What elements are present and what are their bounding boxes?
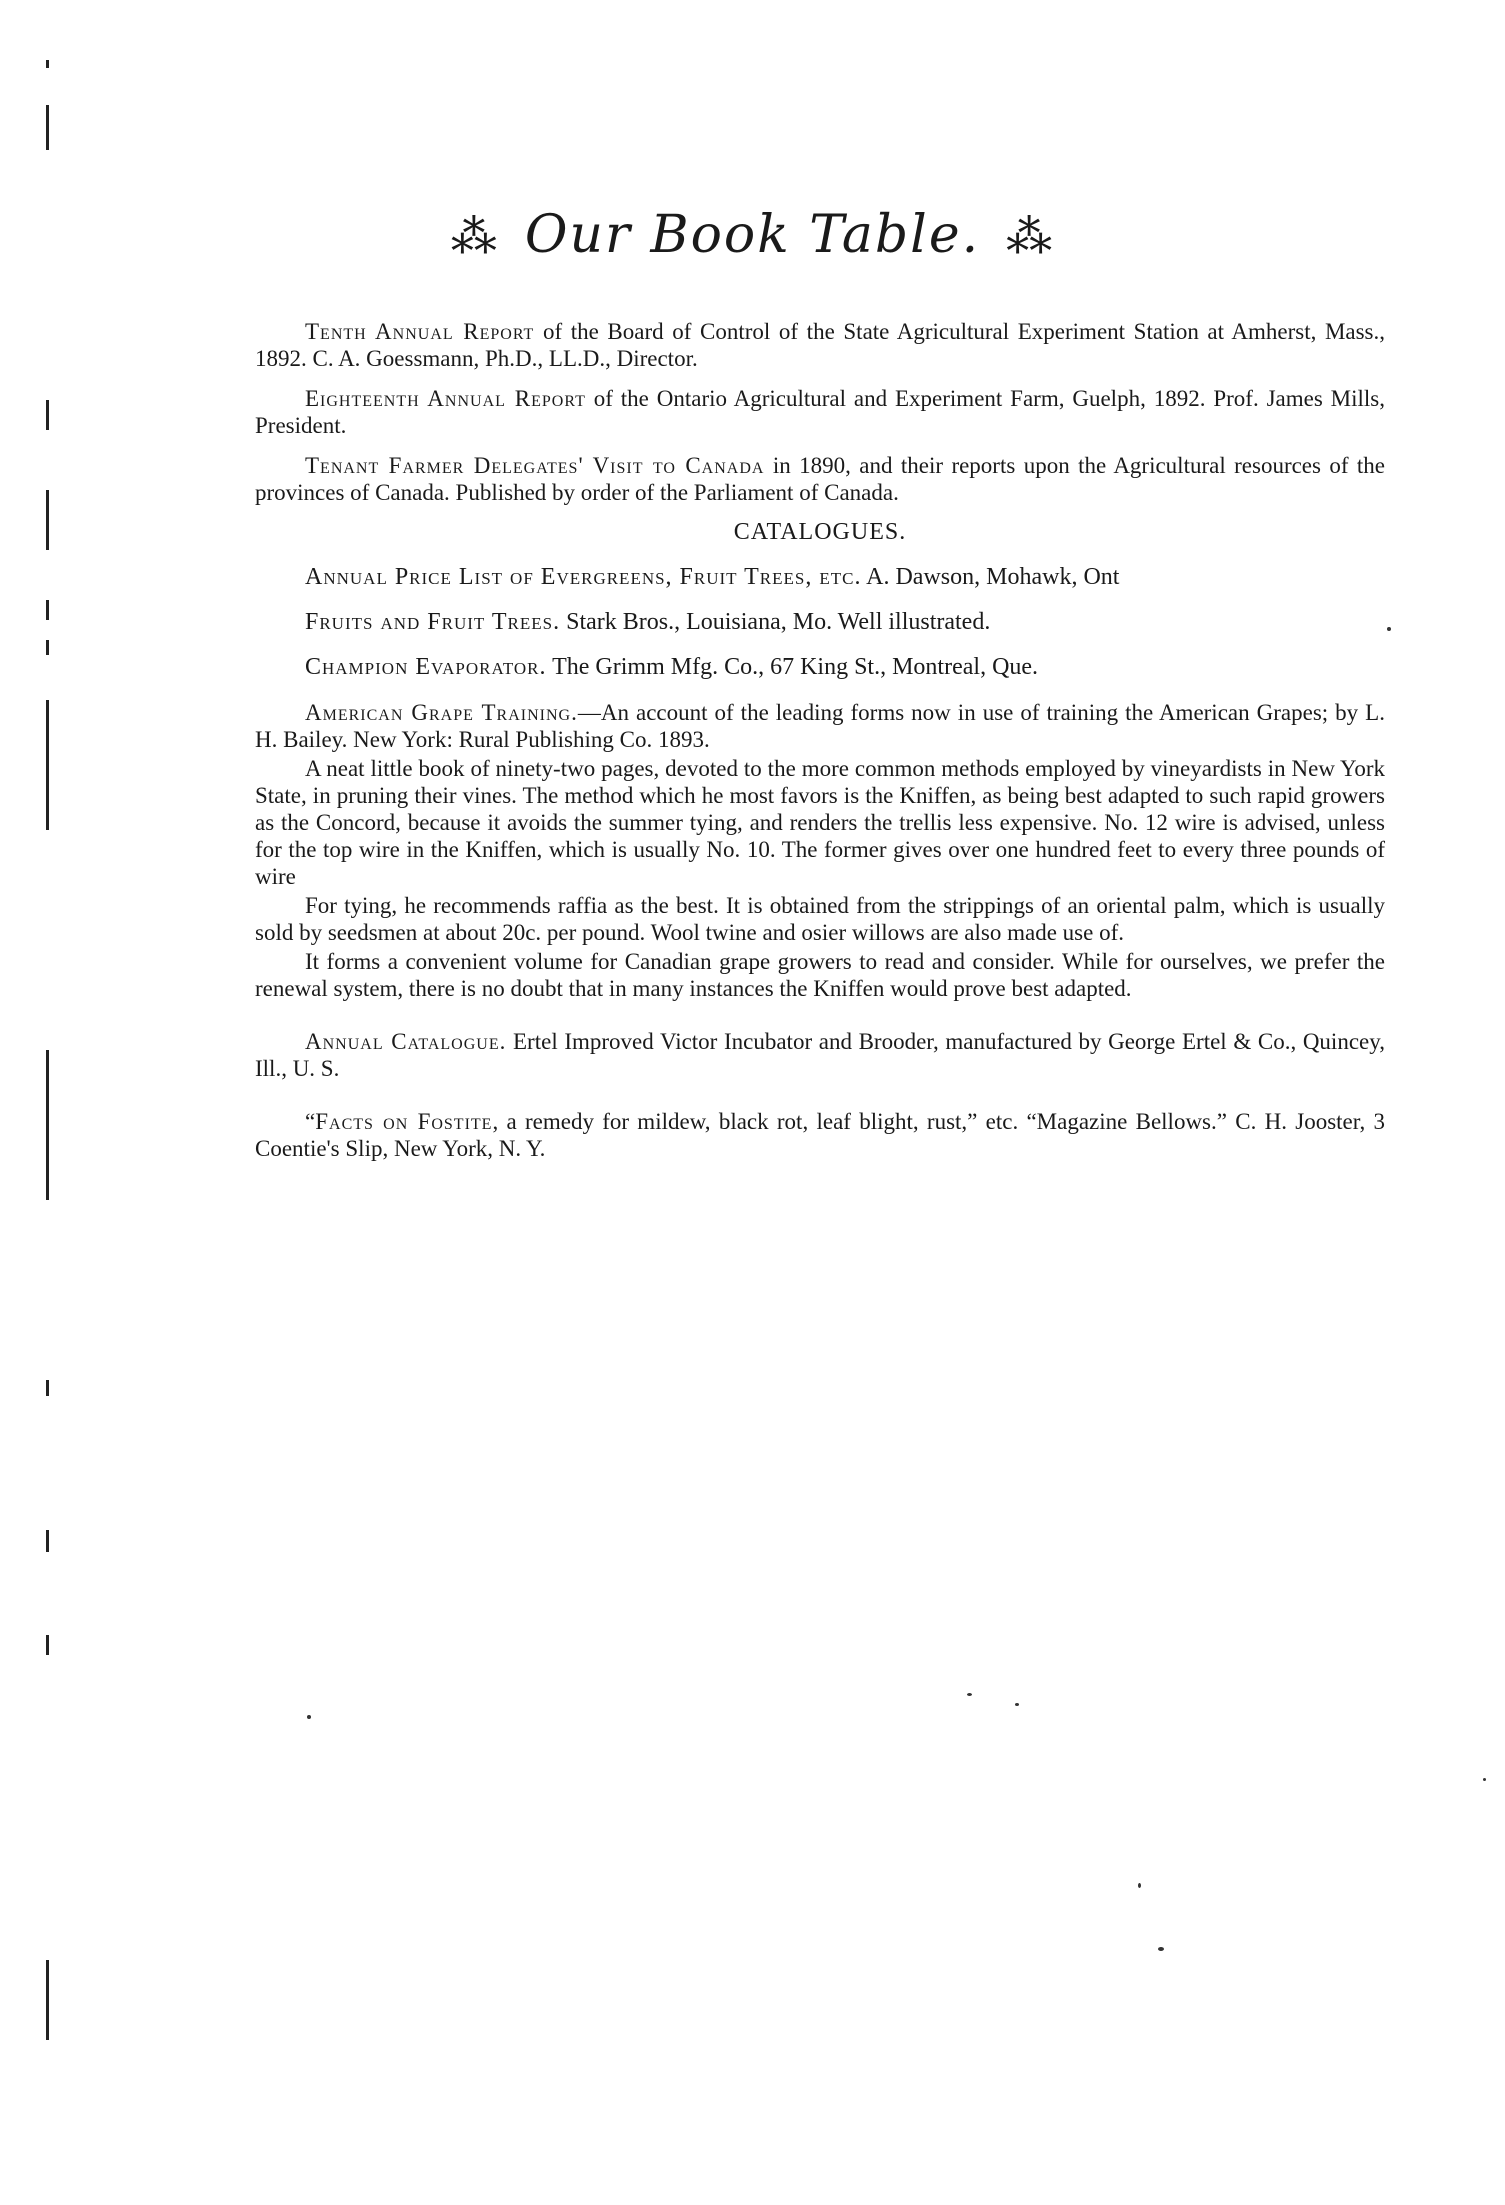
- catalogue-text: The Grimm Mfg. Co., 67 King St., Montreal, Que.: [546, 654, 1039, 680]
- scan-speck: [1158, 1947, 1164, 1951]
- scan-edge-mark: [46, 60, 49, 68]
- entry-title: American Grape Training.: [305, 700, 578, 725]
- asterism-icon: ⁂: [1006, 209, 1055, 263]
- review-entry: [255, 452, 1385, 506]
- review-entry: [255, 318, 1385, 372]
- entry-title: Tenant Farmer Delegates' Visit to Canada: [305, 453, 765, 478]
- scan-speck: [1387, 627, 1391, 631]
- scan-speck: [967, 1693, 972, 1696]
- scan-speck: [307, 1715, 311, 1719]
- scan-speck: [1138, 1883, 1141, 1888]
- entry-title: Tenth Annual Report: [305, 319, 535, 344]
- scan-edge-mark: [46, 1050, 49, 1200]
- scan-edge-mark: [46, 490, 49, 550]
- entry-text: of the Board of Control of the State Agricultural Experiment Station at Amherst, Mass., 1892. C. A. Goessmann, Ph.D., LL.D., Director.: [255, 319, 1386, 371]
- catalogue-entry: [255, 609, 1385, 636]
- scan-edge-mark: [46, 105, 49, 150]
- entry-text: , a remedy for mildew, black rot, leaf blight, rust,” etc. “Magazine Bellows.” C. H. Jooster, 3 Coentie's Slip, New York, N. Y.: [255, 1109, 1385, 1161]
- entry-title: Annual Catalogue.: [305, 1029, 507, 1054]
- catalogue-title: Annual Price List of Evergreens, Fruit Trees, etc.: [305, 564, 862, 590]
- scan-edge-mark: [46, 600, 49, 620]
- catalogues-heading: CATALOGUES.: [733, 519, 907, 545]
- catalogue-title: Fruits and Fruit Trees.: [305, 609, 561, 635]
- scan-edge-mark: [46, 1530, 49, 1552]
- scan-edge-mark: [46, 1380, 49, 1396]
- scan-speck: [1483, 1778, 1486, 1781]
- catalogue-entry: [255, 564, 1385, 591]
- entry-text: —An account of the leading forms now in use of training the American Grapes; by L. H. Bailey. New York: Rural Publishing Co. 1893.: [255, 700, 1385, 752]
- scan-edge-mark: [46, 1635, 49, 1655]
- page-heading: [0, 205, 1505, 265]
- catalogue-title: Champion Evaporator.: [305, 654, 547, 680]
- review-entry: [255, 1028, 1385, 1082]
- entry-text: Ertel Improved Victor Incubator and Brooder, manufactured by George Ertel & Co., Quincey, Ill., U. S.: [255, 1029, 1385, 1081]
- entry-text: of the Ontario Agricultural and Experiment Farm, Guelph, 1892. Prof. James Mills, President.: [255, 386, 1385, 438]
- open-quote: “: [305, 1109, 316, 1134]
- scan-edge-mark: [46, 400, 49, 430]
- scan-edge-mark: [46, 700, 49, 830]
- scan-edge-mark: [46, 640, 49, 655]
- entry-title: Eighteenth Annual Report: [305, 386, 586, 411]
- review-paragraph: It forms a convenient volume for Canadian grape growers to read and consider. While for ourselves, we prefer the renewal system, there is no doubt that in many instances the Kniffen would prove best adapted.: [255, 949, 1385, 1001]
- review-entry: [255, 385, 1385, 439]
- review-entry: [255, 699, 1385, 753]
- entry-title: Facts on Fostite: [315, 1109, 493, 1134]
- catalogue-text: A. Dawson, Mohawk, Ont: [861, 564, 1120, 590]
- review-entry: [255, 1108, 1385, 1162]
- review-paragraph: For tying, he recommends raffia as the best. It is obtained from the strippings of an oriental palm, which is usually sold by seedsmen at about 20c. per pound. Wool twine and osier willows are also made use of.: [255, 893, 1385, 945]
- scan-edge-mark: [46, 1960, 49, 2040]
- asterism-icon: ⁂: [450, 209, 499, 263]
- catalogue-entry: [255, 654, 1385, 681]
- review-paragraph: A neat little book of ninety-two pages, devoted to the more common methods employed by vineyardists in New York State, in pruning their vines. The method which he most favors is the Kniffen, as being best adapted to such rapid growers as the Concord, because it avoids the summer tying, and renders the trellis less expensive. No. 12 wire is advised, unless for the top wire in the Kniffen, which is usually No. 10. The former gives over one hundred feet to every three pounds of wire: [255, 756, 1385, 889]
- scan-speck: [1015, 1703, 1019, 1706]
- page-title: Our Book Table.: [524, 205, 981, 265]
- entry-text: in 1890, and their reports upon the Agricultural resources of the provinces of Canada. Published by order of the Parliament of Canada.: [255, 453, 1386, 505]
- book-table-content: [255, 318, 1385, 1175]
- catalogue-text: Stark Bros., Louisiana, Mo. Well illustrated.: [560, 609, 991, 635]
